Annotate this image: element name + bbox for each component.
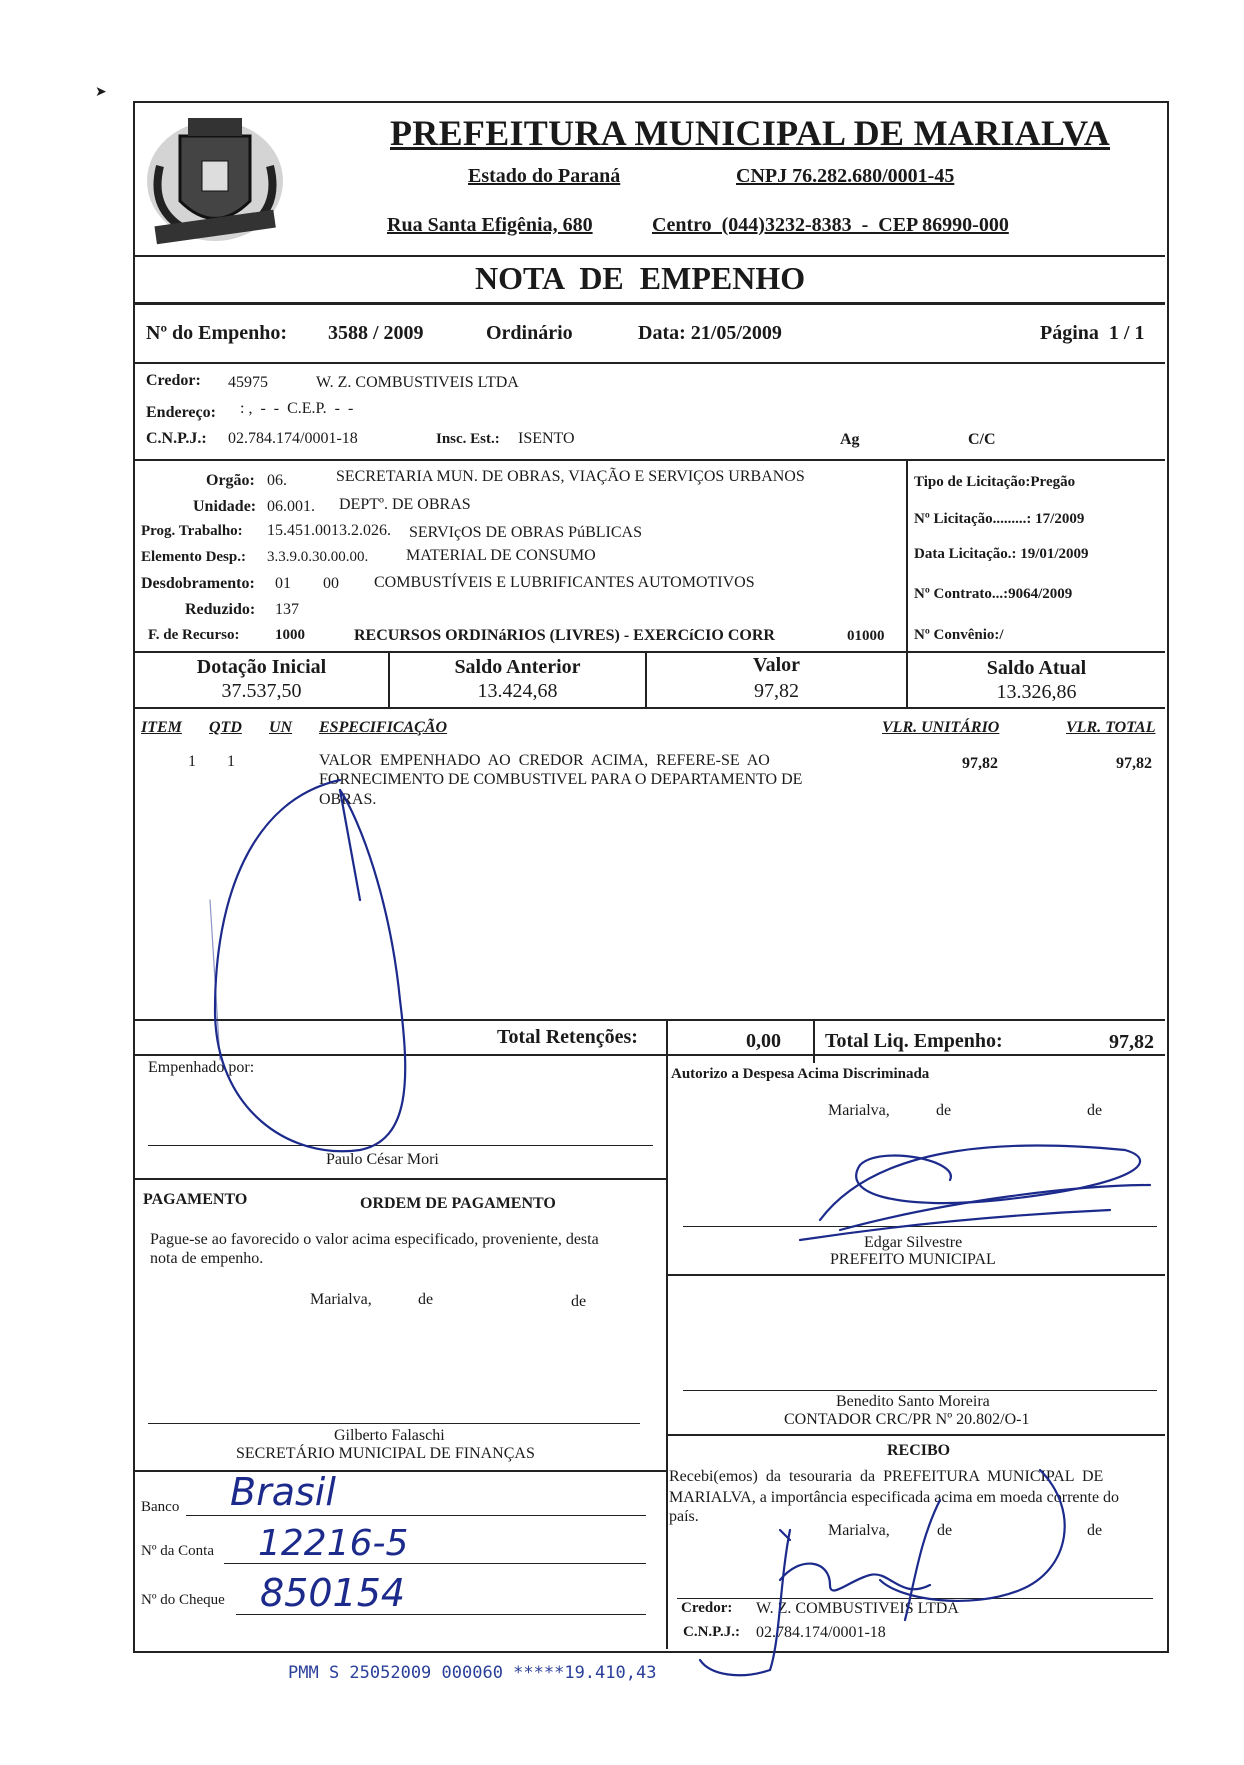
licitacao-tipo: Tipo de Licitação:Pregão bbox=[914, 474, 1076, 490]
cheque-label: Nº do Cheque bbox=[141, 1592, 225, 1608]
unidade-code: 06.001. bbox=[267, 498, 315, 515]
credor-name: W. Z. COMBUSTIVEIS LTDA bbox=[316, 374, 519, 391]
elem-name: MATERIAL DE CONSUMO bbox=[406, 547, 596, 564]
secretario-name: Gilberto Falaschi bbox=[334, 1427, 445, 1444]
autorizo-de1: de bbox=[936, 1102, 952, 1119]
dotacao-value: 37.537,50 bbox=[221, 680, 302, 702]
anterior-label: Saldo Anterior bbox=[454, 656, 581, 678]
recibo-text1: Recebi(emos) da tesouraria da PREFEITURA MUNICIPAL DE bbox=[669, 1468, 1104, 1485]
recurso-code: 1000 bbox=[275, 627, 305, 643]
valor-label: Valor bbox=[752, 654, 801, 676]
recurso-name: RECURSOS ORDINáRIOS (LIVRES) - EXERCíCIO CORR bbox=[354, 627, 775, 644]
empenhado-label: Empenhado por: bbox=[148, 1059, 255, 1076]
pagamento-de2: de bbox=[571, 1293, 587, 1310]
pagamento-text2: nota de empenho. bbox=[150, 1250, 264, 1267]
address-label: Endereço: bbox=[146, 404, 216, 421]
page-number: Página 1 / 1 bbox=[1040, 322, 1145, 344]
credor-cnpj: 02.784.174/0001-18 bbox=[228, 430, 358, 447]
col-item: ITEM bbox=[141, 719, 182, 736]
recibo-text2: MARIALVA, a importância especificada acima em moeda corrente do bbox=[669, 1489, 1120, 1506]
valor-value: 97,82 bbox=[754, 680, 799, 702]
prog-code: 15.451.0013.2.026. bbox=[267, 522, 391, 539]
credor-label: Credor: bbox=[146, 372, 201, 389]
item-total-value: 97,82 bbox=[1116, 755, 1152, 772]
col-qtd: QTD bbox=[209, 719, 242, 736]
licitacao-contrato: Nº Contrato...:9064/2009 bbox=[914, 586, 1073, 602]
address-value: : , - - C.E.P. - - bbox=[240, 400, 354, 417]
banco-label: Banco bbox=[141, 1499, 180, 1515]
account-label: C/C bbox=[968, 431, 996, 448]
licitacao-numero: Nº Licitação.........: 17/2009 bbox=[914, 511, 1085, 527]
reduzido-code: 137 bbox=[275, 601, 299, 618]
agency-label: Ag bbox=[840, 431, 860, 448]
cnpj-label: C.N.P.J.: bbox=[146, 430, 207, 447]
conta-value: 12216-5 bbox=[258, 1523, 409, 1564]
pagamento-de1: de bbox=[418, 1291, 434, 1308]
banco-value: Brasil bbox=[230, 1470, 336, 1514]
empenho-label: Nº do Empenho: bbox=[146, 322, 288, 344]
insc-value: ISENTO bbox=[518, 430, 575, 447]
prefeito-role: PREFEITO MUNICIPAL bbox=[830, 1251, 996, 1268]
item-spec-line3: OBRAS. bbox=[319, 791, 377, 808]
item-number: 1 bbox=[188, 753, 196, 770]
elem-label: Elemento Desp.: bbox=[141, 549, 246, 565]
item-spec-line2: FORNECIMENTO DE COMBUSTIVEL PARA O DEPARTAMENTO DE bbox=[319, 771, 803, 788]
autorizo-place: Marialva, bbox=[828, 1102, 890, 1119]
reduzido-label: Reduzido: bbox=[185, 601, 256, 618]
autorizo-de2: de bbox=[1087, 1102, 1103, 1119]
document-title: NOTA DE EMPENHO bbox=[475, 260, 806, 296]
anterior-value: 13.424,68 bbox=[477, 680, 558, 702]
recibo-text3: país. bbox=[669, 1508, 699, 1525]
recibo-de1: de bbox=[937, 1522, 953, 1539]
contact-info: Centro (044)3232-8383 - CEP 86990-000 bbox=[652, 214, 1009, 236]
state-name: Estado do Paraná bbox=[468, 165, 621, 187]
empenho-type: Ordinário bbox=[486, 322, 573, 344]
street-address: Rua Santa Efigênia, 680 bbox=[387, 214, 593, 236]
secretario-role: SECRETÁRIO MUNICIPAL DE FINANÇAS bbox=[236, 1445, 535, 1462]
orgao-name: SECRETARIA MUN. DE OBRAS, VIAÇÃO E SERVIÇOS URBANOS bbox=[336, 468, 805, 485]
retencoes-value: 0,00 bbox=[746, 1030, 781, 1052]
autorizo-label: Autorizo a Despesa Acima Discriminada bbox=[671, 1066, 930, 1082]
elem-code: 3.3.9.0.30.00.00. bbox=[267, 549, 369, 565]
unidade-name: DEPTº. DE OBRAS bbox=[339, 496, 471, 513]
page-title: PREFEITURA MUNICIPAL DE MARIALVA bbox=[390, 113, 1111, 153]
atual-label: Saldo Atual bbox=[986, 657, 1087, 679]
ordem-pagamento: ORDEM DE PAGAMENTO bbox=[360, 1195, 556, 1212]
cnpj-header: CNPJ 76.282.680/0001-45 bbox=[736, 165, 955, 187]
item-qty: 1 bbox=[227, 753, 235, 770]
liquido-value: 97,82 bbox=[1109, 1031, 1154, 1053]
orgao-label: Orgão: bbox=[206, 472, 255, 489]
empenhado-name: Paulo César Mori bbox=[326, 1151, 439, 1168]
licitacao-convenio: Nº Convênio:/ bbox=[914, 627, 1004, 643]
desd-name: COMBUSTÍVEIS E LUBRIFICANTES AUTOMOTIVOS bbox=[374, 574, 755, 591]
prog-label: Prog. Trabalho: bbox=[141, 523, 243, 539]
recibo-credor: W. Z. COMBUSTIVEIS LTDA bbox=[756, 1600, 959, 1617]
conta-label: Nº da Conta bbox=[141, 1543, 214, 1559]
col-unit-value: VLR. UNITÁRIO bbox=[882, 719, 1000, 736]
machine-stamp: PMM S 25052009 000060 *****19.410,43 bbox=[288, 1663, 657, 1683]
desd-code1: 01 bbox=[275, 575, 291, 592]
recibo-credor-label: Credor: bbox=[681, 1600, 733, 1616]
recurso-code2: 01000 bbox=[847, 628, 885, 644]
col-total-value: VLR. TOTAL bbox=[1066, 719, 1156, 736]
orgao-code: 06. bbox=[267, 472, 287, 489]
liquido-label: Total Liq. Empenho: bbox=[825, 1030, 1003, 1052]
scan-mark: ➤ bbox=[95, 85, 107, 100]
pagamento-text1: Pague-se ao favorecido o valor acima especificado, proveniente, desta bbox=[150, 1231, 599, 1248]
desd-label: Desdobramento: bbox=[141, 575, 255, 592]
pagamento-place: Marialva, bbox=[310, 1291, 372, 1308]
recibo-cnpj: 02.784.174/0001-18 bbox=[756, 1624, 886, 1641]
credor-code: 45975 bbox=[228, 374, 268, 391]
desd-code2: 00 bbox=[323, 575, 339, 592]
item-spec-line1: VALOR EMPENHADO AO CREDOR ACIMA, REFERE-SE AO bbox=[319, 752, 770, 769]
item-unit-value: 97,82 bbox=[962, 755, 998, 772]
recibo-de2: de bbox=[1087, 1522, 1103, 1539]
licitacao-data: Data Licitação.: 19/01/2009 bbox=[914, 546, 1089, 562]
municipal-crest bbox=[140, 106, 290, 256]
col-especificacao: ESPECIFICAÇÃO bbox=[319, 719, 448, 736]
contador-role: CONTADOR CRC/PR Nº 20.802/O-1 bbox=[784, 1411, 1030, 1428]
unidade-label: Unidade: bbox=[193, 498, 257, 515]
retencoes-label: Total Retenções: bbox=[497, 1026, 638, 1048]
insc-label: Insc. Est.: bbox=[436, 431, 500, 447]
col-un: UN bbox=[269, 719, 293, 736]
dotacao-label: Dotação Inicial bbox=[196, 656, 327, 678]
recurso-label: F. de Recurso: bbox=[148, 627, 240, 643]
atual-value: 13.326,86 bbox=[996, 681, 1077, 703]
recibo-place: Marialva, bbox=[828, 1522, 890, 1539]
contador-name: Benedito Santo Moreira bbox=[836, 1393, 990, 1410]
cheque-value: 850154 bbox=[260, 1571, 406, 1615]
prefeito-name: Edgar Silvestre bbox=[864, 1234, 963, 1251]
pagamento-label: PAGAMENTO bbox=[143, 1191, 248, 1208]
recibo-cnpj-label: C.N.P.J.: bbox=[683, 1624, 740, 1640]
empenho-date: Data: 21/05/2009 bbox=[638, 322, 782, 344]
prog-name: SERVIçOS DE OBRAS PúBLICAS bbox=[409, 524, 642, 541]
recibo-label: RECIBO bbox=[887, 1442, 951, 1459]
empenho-number: 3588 / 2009 bbox=[328, 322, 424, 344]
